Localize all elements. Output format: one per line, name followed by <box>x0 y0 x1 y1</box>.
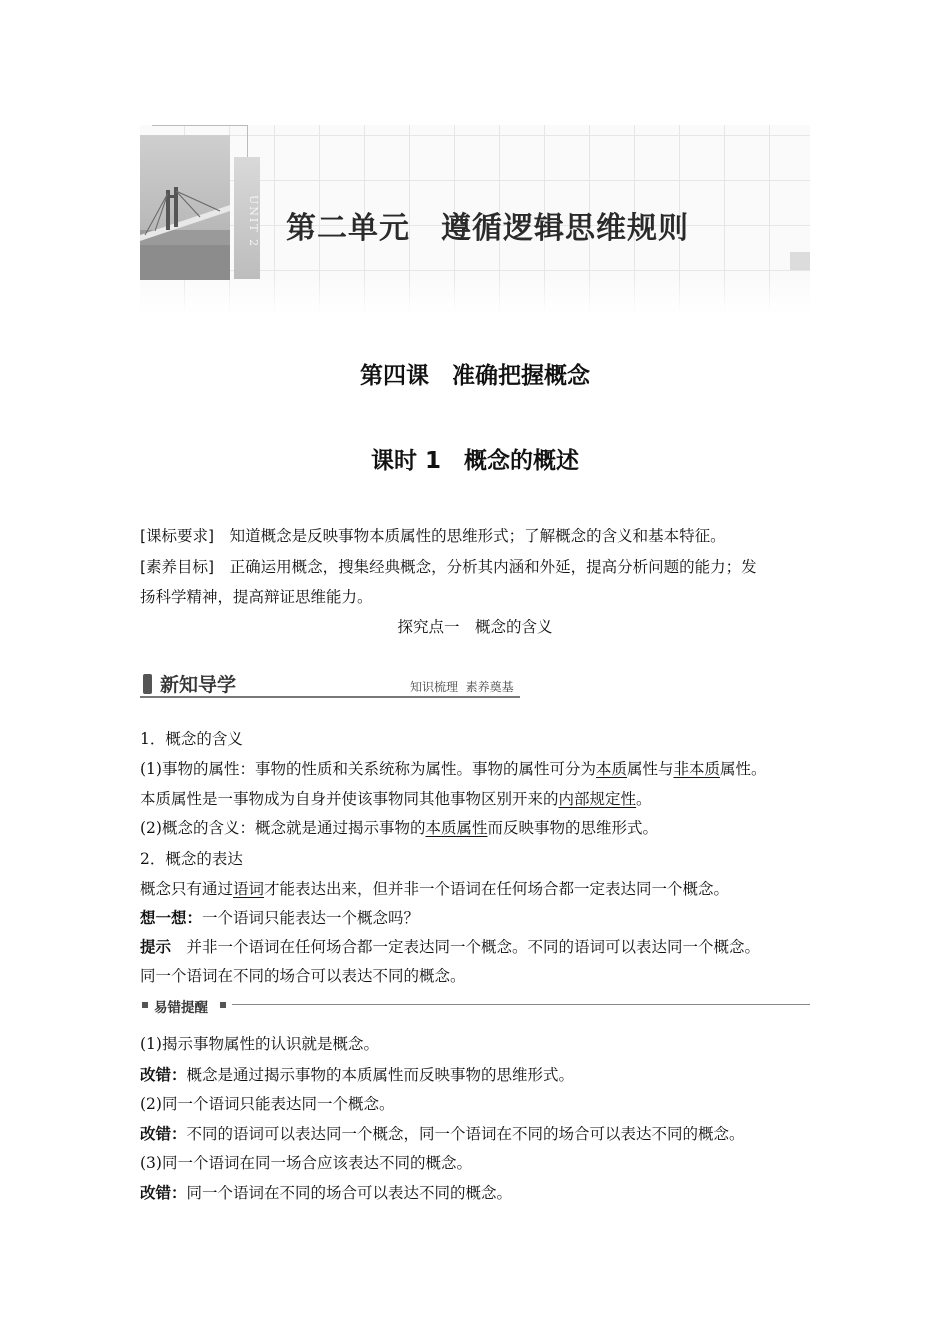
think-question: 想一想：一个语词只能表达一个概念吗？ <box>140 909 420 927</box>
section-header <box>140 668 520 700</box>
mistake-question-1: (1)揭示事物属性的认识就是概念。 <box>140 1035 379 1053</box>
unit-label: UNIT 2 <box>247 195 260 249</box>
heading-concept-meaning: 1．概念的含义 <box>140 730 243 748</box>
mistake-correction-3: 改错：同一个语词在不同的场合可以表达不同的概念。 <box>140 1184 513 1202</box>
square-bullet-icon <box>142 1002 148 1008</box>
paragraph-essential-attributes: 本质属性是一事物成为自身并使该事物同其他事物区别开来的内部规定性。 <box>140 790 652 808</box>
heading-concept-expression: 2．概念的表达 <box>140 850 243 868</box>
mistake-correction-1: 改错：概念是通过揭示事物的本质属性而反映事物的思维形式。 <box>140 1066 575 1084</box>
paragraph-expression: 概念只有通过语词才能表达出来，但并非一个语词在任何场合都一定表达同一个概念。 <box>140 880 730 898</box>
section-subtitle: 知识梳理 素养奠基 <box>410 680 514 694</box>
lesson-title: 第四课 准确把握概念 <box>360 363 590 389</box>
paragraph-attributes: (1)事物的属性：事物的性质和关系统称为属性。事物的属性可分为本质属性与非本质属性。 <box>140 760 767 778</box>
section-marker-icon <box>143 674 152 694</box>
mistake-question-2: (2)同一个语词只能表达同一个概念。 <box>140 1095 395 1113</box>
literacy-tag: [素养目标] <box>140 558 215 576</box>
period-title: 课时 1 概念的概述 <box>370 448 579 474</box>
explore-point-title: 探究点一 概念的含义 <box>397 618 553 636</box>
mistake-reminder-header <box>140 996 810 1014</box>
requirements-tag: [课标要求] <box>140 527 215 545</box>
literacy-goals-cont: 扬科学精神，提高辩证思维能力。 <box>140 588 373 606</box>
hint-answer-cont: 同一个语词在不同的场合可以表达不同的概念。 <box>140 967 466 985</box>
mistake-question-3: (3)同一个语词在同一场合应该表达不同的概念。 <box>140 1154 472 1172</box>
hint-answer: 提示 并非一个语词在任何场合都一定表达同一个概念。不同的语词可以表达同一个概念。 <box>140 938 761 956</box>
mistake-reminder-title: 易错提醒 <box>154 1000 208 1016</box>
paragraph-concept-definition: (2)概念的含义：概念就是通过揭示事物的本质属性而反映事物的思维形式。 <box>140 819 658 837</box>
curriculum-requirements: [课标要求] 知道概念是反映事物本质属性的思维形式；了解概念的含义和基本特征。 <box>140 527 726 545</box>
literacy-goals: [素养目标] 正确运用概念，搜集经典概念，分析其内涵和外延，提高分析问题的能力；发 <box>140 558 757 576</box>
section-title: 新知导学 <box>160 674 237 696</box>
unit-title: 第二单元 遵循逻辑思维规则 <box>286 211 689 246</box>
unit-banner <box>140 125 810 315</box>
mistake-correction-2: 改错：不同的语词可以表达同一个概念，同一个语词在不同的场合可以表达不同的概念。 <box>140 1125 745 1143</box>
square-bullet-icon <box>220 1002 226 1008</box>
